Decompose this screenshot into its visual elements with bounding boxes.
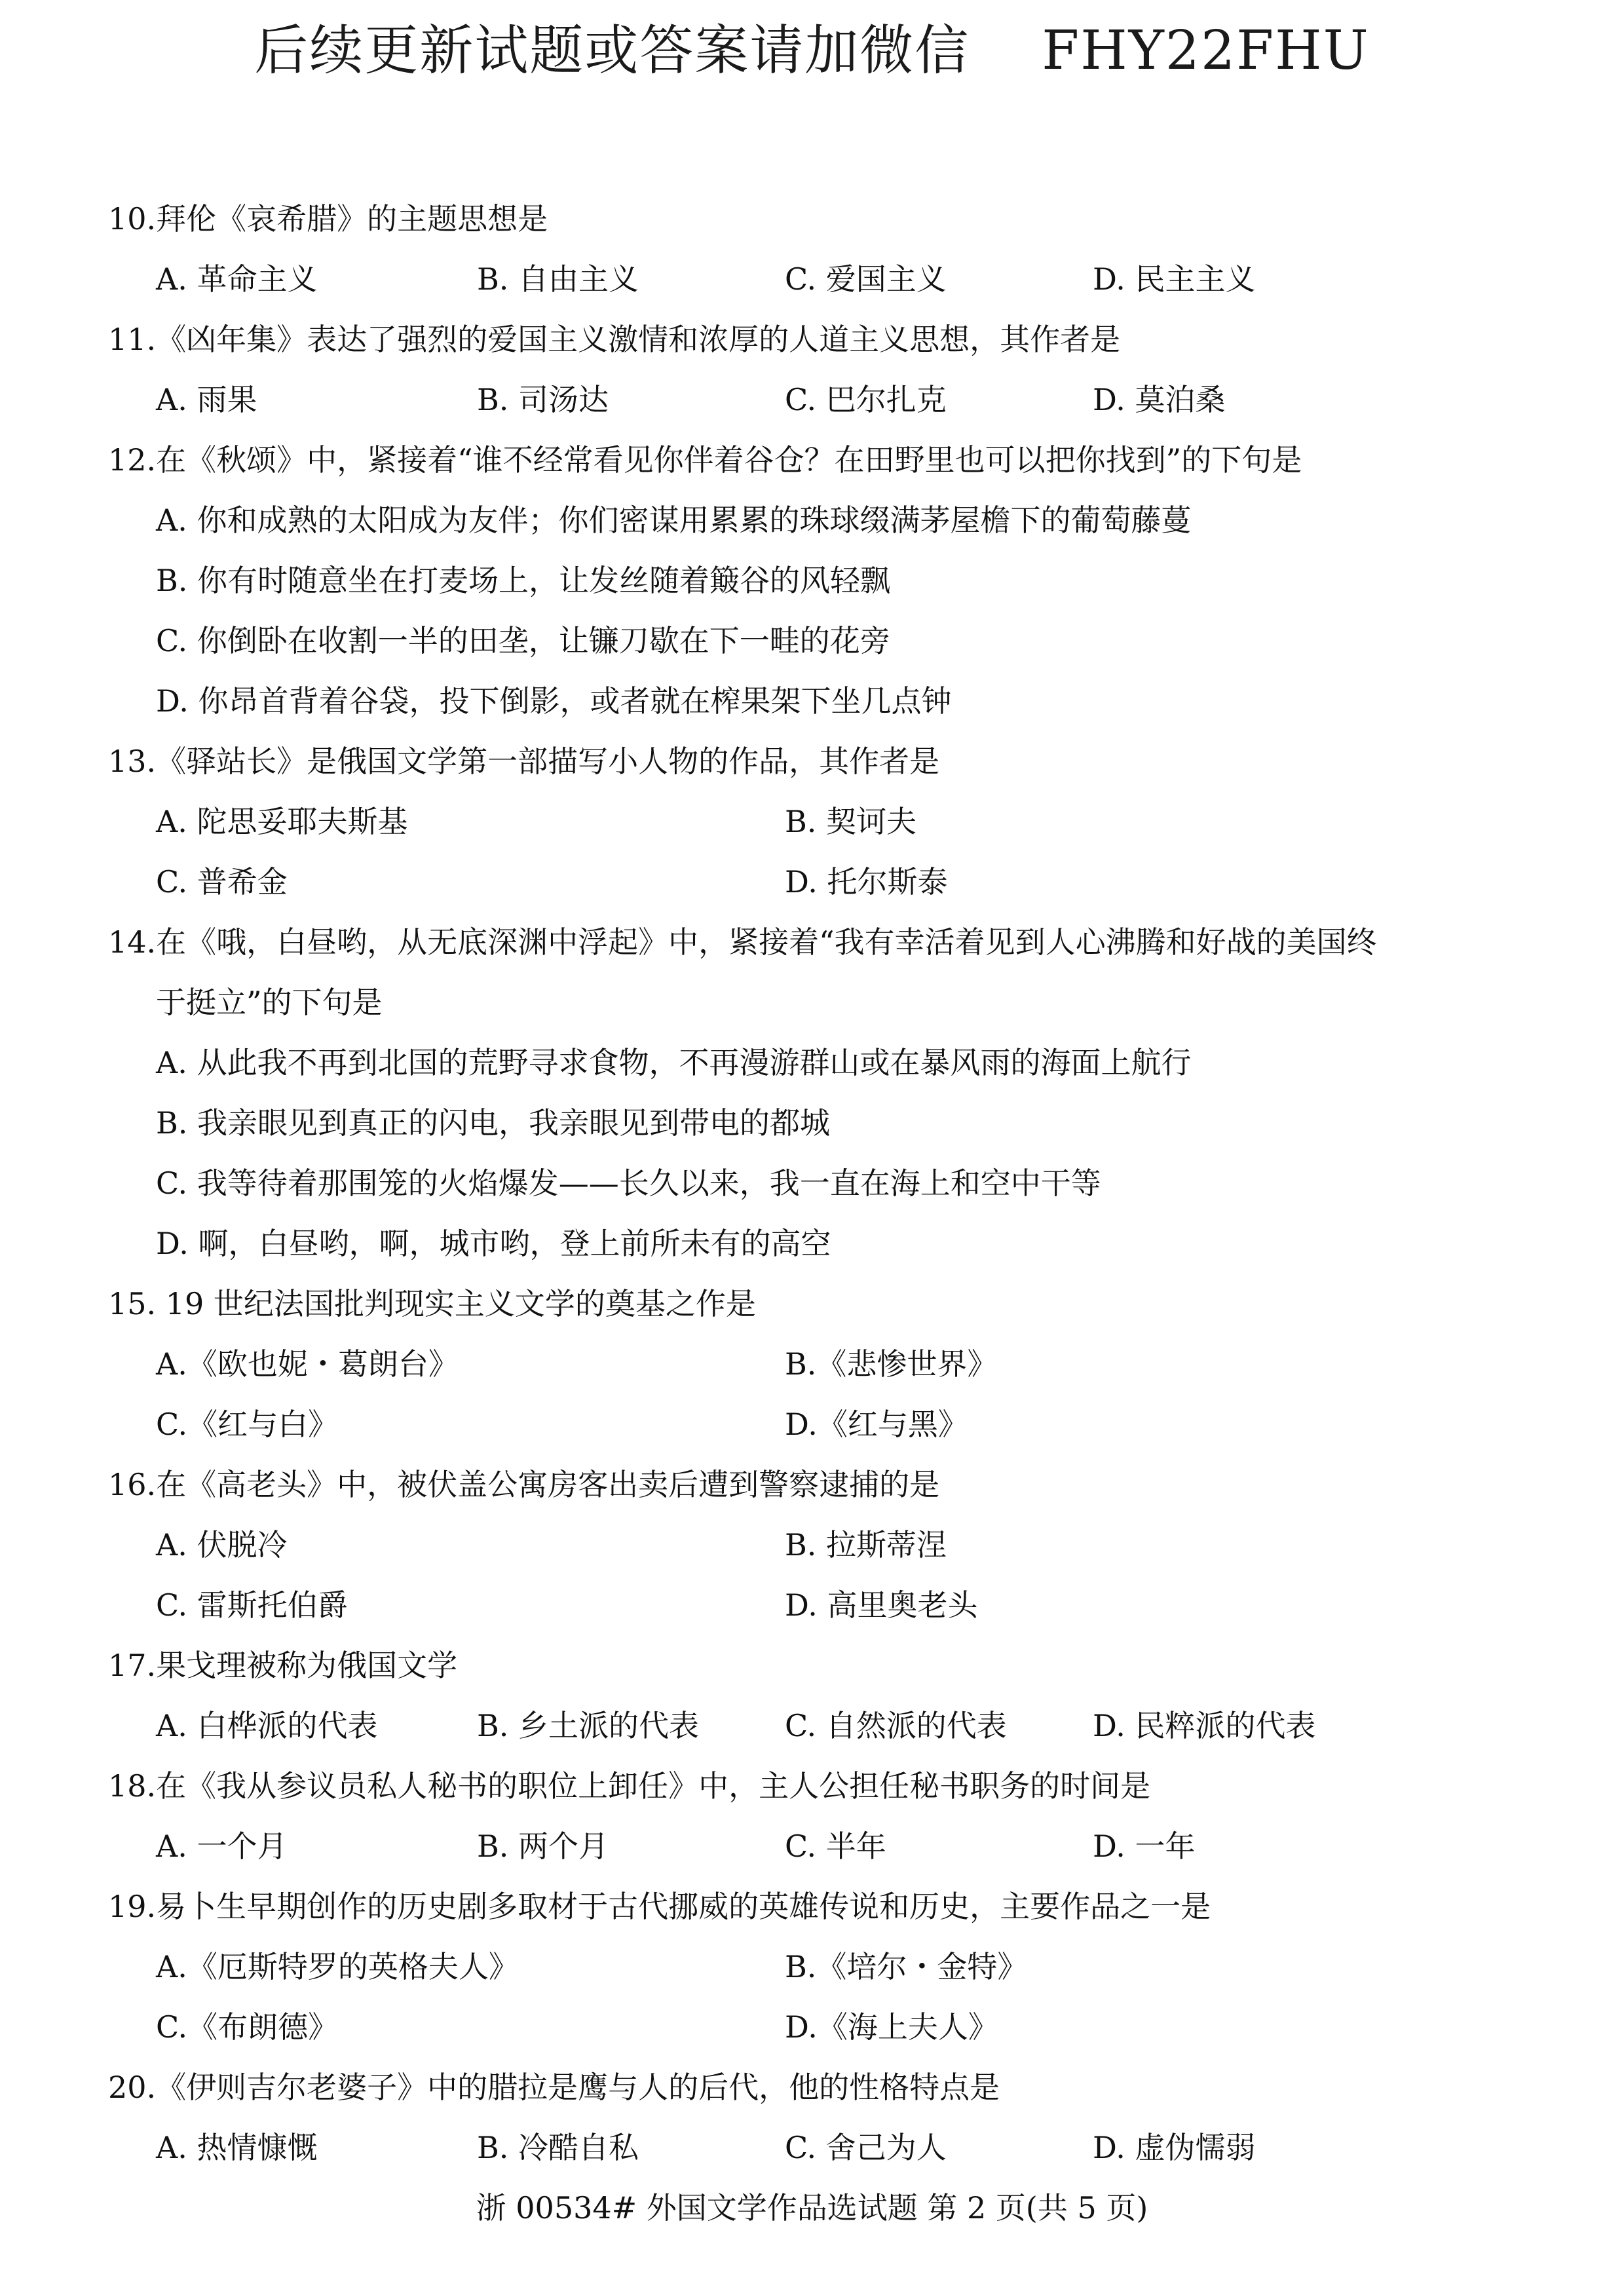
header-title: 后续更新试题或答案请加微信 <box>254 20 970 82</box>
answer-option: A. 从此我不再到北国的荒野寻求食物，不再漫游群山或在暴风雨的海面上航行 <box>156 1045 1192 1080</box>
answer-option: A. 热情慷慨 <box>156 2130 318 2165</box>
answer-option: D. 托尔斯泰 <box>785 864 948 900</box>
question-stem-continued: 于挺立”的下句是 <box>156 985 383 1020</box>
option-row <box>108 370 1549 430</box>
answer-option: C. 舍己为人 <box>785 2130 947 2165</box>
answer-option: A. 雨果 <box>156 382 257 417</box>
answer-option: B. 自由主义 <box>477 261 639 297</box>
answer-option: D. 高里奥老头 <box>785 1587 978 1623</box>
answer-option: B. 拉斯蒂涅 <box>785 1527 947 1563</box>
answer-option: B. 两个月 <box>477 1829 609 1864</box>
answer-option: B. 乡土派的代表 <box>477 1708 700 1743</box>
question-item <box>108 1274 1549 1454</box>
option-row <box>108 249 1549 309</box>
page-footer: 浙 00534# 外国文学作品选试题 第 2 页(共 5 页) <box>476 2190 1148 2226</box>
answer-option: D. 莫泊桑 <box>1093 382 1226 417</box>
option-row <box>108 1515 1549 1575</box>
answer-option: D.《海上夫人》 <box>785 2009 998 2045</box>
question-stem: 10.拜伦《哀希腊》的主题思想是 <box>108 201 548 237</box>
answer-option: C. 半年 <box>785 1829 886 1864</box>
answer-option: A.《厄斯特罗的英格夫人》 <box>156 1949 519 1984</box>
option-row <box>108 1937 1549 1997</box>
answer-option: C. 自然派的代表 <box>785 1708 1007 1743</box>
answer-option: A. 一个月 <box>156 1829 288 1864</box>
answer-option: B.《悲惨世界》 <box>785 1346 998 1382</box>
answer-option: A. 白桦派的代表 <box>156 1708 378 1743</box>
question-item <box>108 912 1549 1274</box>
answer-option: C. 你倒卧在收割一半的田垄，让镰刀歇在下一畦的花旁 <box>156 623 890 658</box>
question-stem: 17.果戈理被称为俄国文学 <box>108 1648 458 1683</box>
answer-option: D.《红与黑》 <box>785 1407 968 1442</box>
option-row <box>108 2117 1549 2178</box>
question-stem: 20.《伊则吉尔老婆子》中的腊拉是鹰与人的后代，他的性格特点是 <box>108 2070 1000 2105</box>
page-header <box>0 12 1624 90</box>
option-row <box>108 791 1549 852</box>
question-stem: 15. 19 世纪法国批判现实主义文学的奠基之作是 <box>108 1286 756 1321</box>
answer-option: B. 司汤达 <box>477 382 609 417</box>
answer-option: A. 革命主义 <box>156 261 318 297</box>
answer-option: C. 我等待着那围笼的火焰爆发——长久以来，我一直在海上和空中干等 <box>156 1165 1101 1201</box>
question-stem: 11.《凶年集》表达了强烈的爱国主义激情和浓厚的人道主义思想，其作者是 <box>108 322 1121 357</box>
answer-option: A. 你和成熟的太阳成为友伴；你们密谋用累累的珠球缀满茅屋檐下的葡萄藤蔓 <box>156 502 1192 538</box>
answer-option: B.《培尔・金特》 <box>785 1949 1028 1984</box>
answer-option: D. 你昂首背着谷袋，投下倒影，或者就在榨果架下坐几点钟 <box>156 683 952 719</box>
answer-option: D. 一年 <box>1093 1829 1196 1864</box>
answer-option: B. 契诃夫 <box>785 804 917 839</box>
question-stem: 19.易卜生早期创作的历史剧多取材于古代挪威的英雄传说和历史，主要作品之一是 <box>108 1889 1211 1924</box>
option-row <box>108 852 1549 912</box>
answer-option: B. 冷酷自私 <box>477 2130 639 2165</box>
question-stem: 12.在《秋颂》中，紧接着“谁不经常看见你伴着谷仓？在田野里也可以把你找到”的下句是 <box>108 442 1302 478</box>
option-row <box>108 1816 1549 1876</box>
option-row <box>108 1334 1549 1394</box>
answer-option: A. 陀思妥耶夫斯基 <box>156 804 408 839</box>
answer-option: C.《布朗德》 <box>156 2009 339 2045</box>
question-item <box>108 1454 1549 1635</box>
question-stem: 13.《驿站长》是俄国文学第一部描写小人物的作品，其作者是 <box>108 744 940 779</box>
answer-option: D. 民粹派的代表 <box>1093 1708 1316 1743</box>
question-item <box>108 2057 1549 2178</box>
answer-option: C. 雷斯托伯爵 <box>156 1587 348 1623</box>
question-item <box>108 430 1549 731</box>
question-stem: 18.在《我从参议员私人秘书的职位上卸任》中，主人公担任秘书职务的时间是 <box>108 1768 1151 1804</box>
question-item <box>108 731 1549 912</box>
option-row <box>108 1997 1549 2057</box>
answer-option: C. 巴尔扎克 <box>785 382 947 417</box>
question-item <box>108 1756 1549 1876</box>
question-item <box>108 309 1549 430</box>
answer-option: D. 虚伪懦弱 <box>1093 2130 1256 2165</box>
question-stem: 14.在《哦，白昼哟，从无底深渊中浮起》中，紧接着“我有幸活着见到人心沸腾和好战的美国终 <box>108 924 1377 960</box>
header-code: FHY22FHU <box>1042 20 1370 82</box>
answer-option: B. 你有时随意坐在打麦场上，让发丝随着簸谷的风轻飘 <box>156 563 891 598</box>
answer-option: C.《红与白》 <box>156 1407 339 1442</box>
option-row <box>108 1575 1549 1635</box>
question-item <box>108 1635 1549 1756</box>
question-item <box>108 189 1549 309</box>
option-row <box>108 1696 1549 1756</box>
question-stem: 16.在《高老头》中，被伏盖公寓房客出卖后遭到警察逮捕的是 <box>108 1467 940 1502</box>
question-list <box>108 189 1549 2178</box>
answer-option: D. 啊，白昼哟，啊，城市哟，登上前所未有的高空 <box>156 1226 831 1261</box>
answer-option: A.《欧也妮・葛朗台》 <box>156 1346 459 1382</box>
answer-option: B. 我亲眼见到真正的闪电，我亲眼见到带电的都城 <box>156 1105 831 1141</box>
answer-option: A. 伏脱冷 <box>156 1527 288 1563</box>
answer-option: C. 爱国主义 <box>785 261 947 297</box>
option-row <box>108 1394 1549 1454</box>
answer-option: D. 民主主义 <box>1093 261 1256 297</box>
question-item <box>108 1876 1549 2057</box>
answer-option: C. 普希金 <box>156 864 288 900</box>
